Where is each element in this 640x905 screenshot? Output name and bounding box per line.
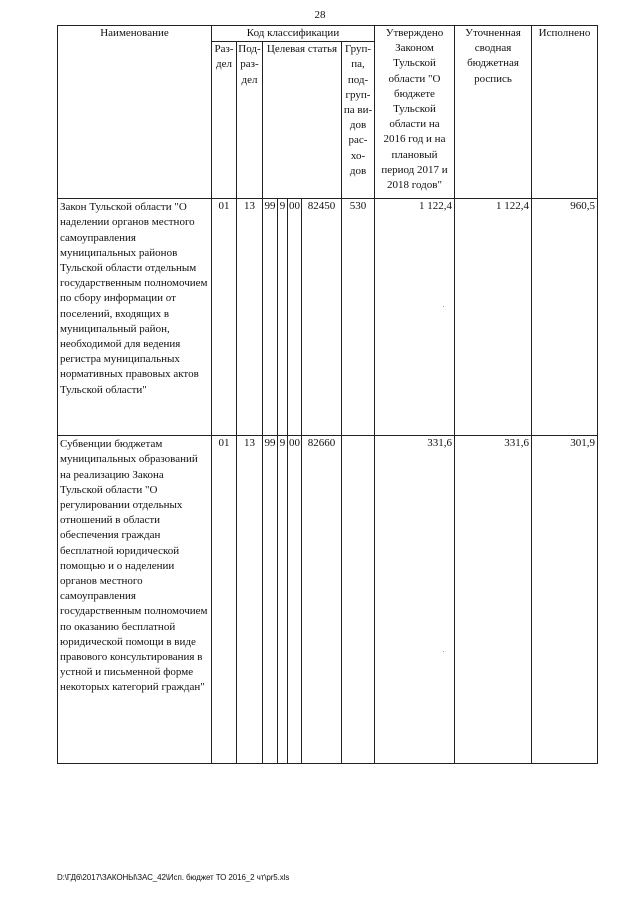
- row-refined: 331,6: [455, 436, 532, 764]
- row-target-2: 9: [278, 199, 288, 436]
- row-name: Закон Тульской области "О наделении органов местного самоуправления муниципальных районов Тульской области отдельным государственным полномочием по сбору информации от поселений, входящих в муниципальный район, необходимой для ведения регистра муниципальных нормативных правовых актов Тульской области": [58, 199, 212, 436]
- row-target-1: 99: [263, 199, 278, 436]
- row-name: Субвенции бюджетам муниципальных образований на реализацию Закона Тульской области "О регулировании отдельных отношений в области обеспечения граждан бесплатной юридической помощью и о наделении органов местного самоуправления государственным полномочием по оказанию бесплатной юридической помощи в виде правового консультирования в устной и письменной форме некоторых категорий граждан": [58, 436, 212, 764]
- page-number: 28: [314, 9, 326, 21]
- row-target-4: 82660: [302, 436, 342, 764]
- row-podrazdel: 13: [237, 436, 263, 764]
- header-approved: Утверждено Законом Тульской области "О бюджете Тульской области на 2016 год и на плановый период 2017 и 2018 годов": [375, 26, 455, 199]
- row-razdel: 01: [212, 199, 237, 436]
- row-expense-group: 530: [342, 199, 375, 436]
- header-expense-group: Груп- па, под- груп- па ви- дов рас- хо- дов: [342, 42, 375, 199]
- row-target-3: 00: [288, 436, 302, 764]
- row-approved: 331,6: [375, 436, 455, 764]
- table-row: [58, 436, 598, 764]
- header-name: Наименование: [58, 26, 212, 199]
- header-refined: Уточненная сводная бюджетная роспись: [455, 26, 532, 199]
- row-executed: 301,9: [532, 436, 598, 764]
- header-razdel: Раз- дел: [212, 42, 237, 199]
- row-expense-group: [342, 436, 375, 764]
- header-target-article: Целевая статья: [263, 42, 342, 199]
- row-executed: 960,5: [532, 199, 598, 436]
- budget-table: [57, 25, 598, 764]
- row-podrazdel: 13: [237, 199, 263, 436]
- table-row: [58, 199, 598, 436]
- header-code-group: Код классификации: [212, 26, 375, 42]
- header-executed: Исполнено: [532, 26, 598, 199]
- scan-speck: [443, 306, 444, 307]
- row-razdel: 01: [212, 436, 237, 764]
- row-target-2: 9: [278, 436, 288, 764]
- file-path-footer: D:\ГД6\2017\ЗАКОНЫ\ЗАС_42\Исп. бюджет ТО 2016_2 чт\pr5.xls: [57, 873, 290, 882]
- header-podrazdel: Под- раз- дел: [237, 42, 263, 199]
- row-target-4: 82450: [302, 199, 342, 436]
- row-approved: 1 122,4: [375, 199, 455, 436]
- row-target-1: 99: [263, 436, 278, 764]
- row-target-3: 00: [288, 199, 302, 436]
- scan-speck: [443, 651, 444, 652]
- row-refined: 1 122,4: [455, 199, 532, 436]
